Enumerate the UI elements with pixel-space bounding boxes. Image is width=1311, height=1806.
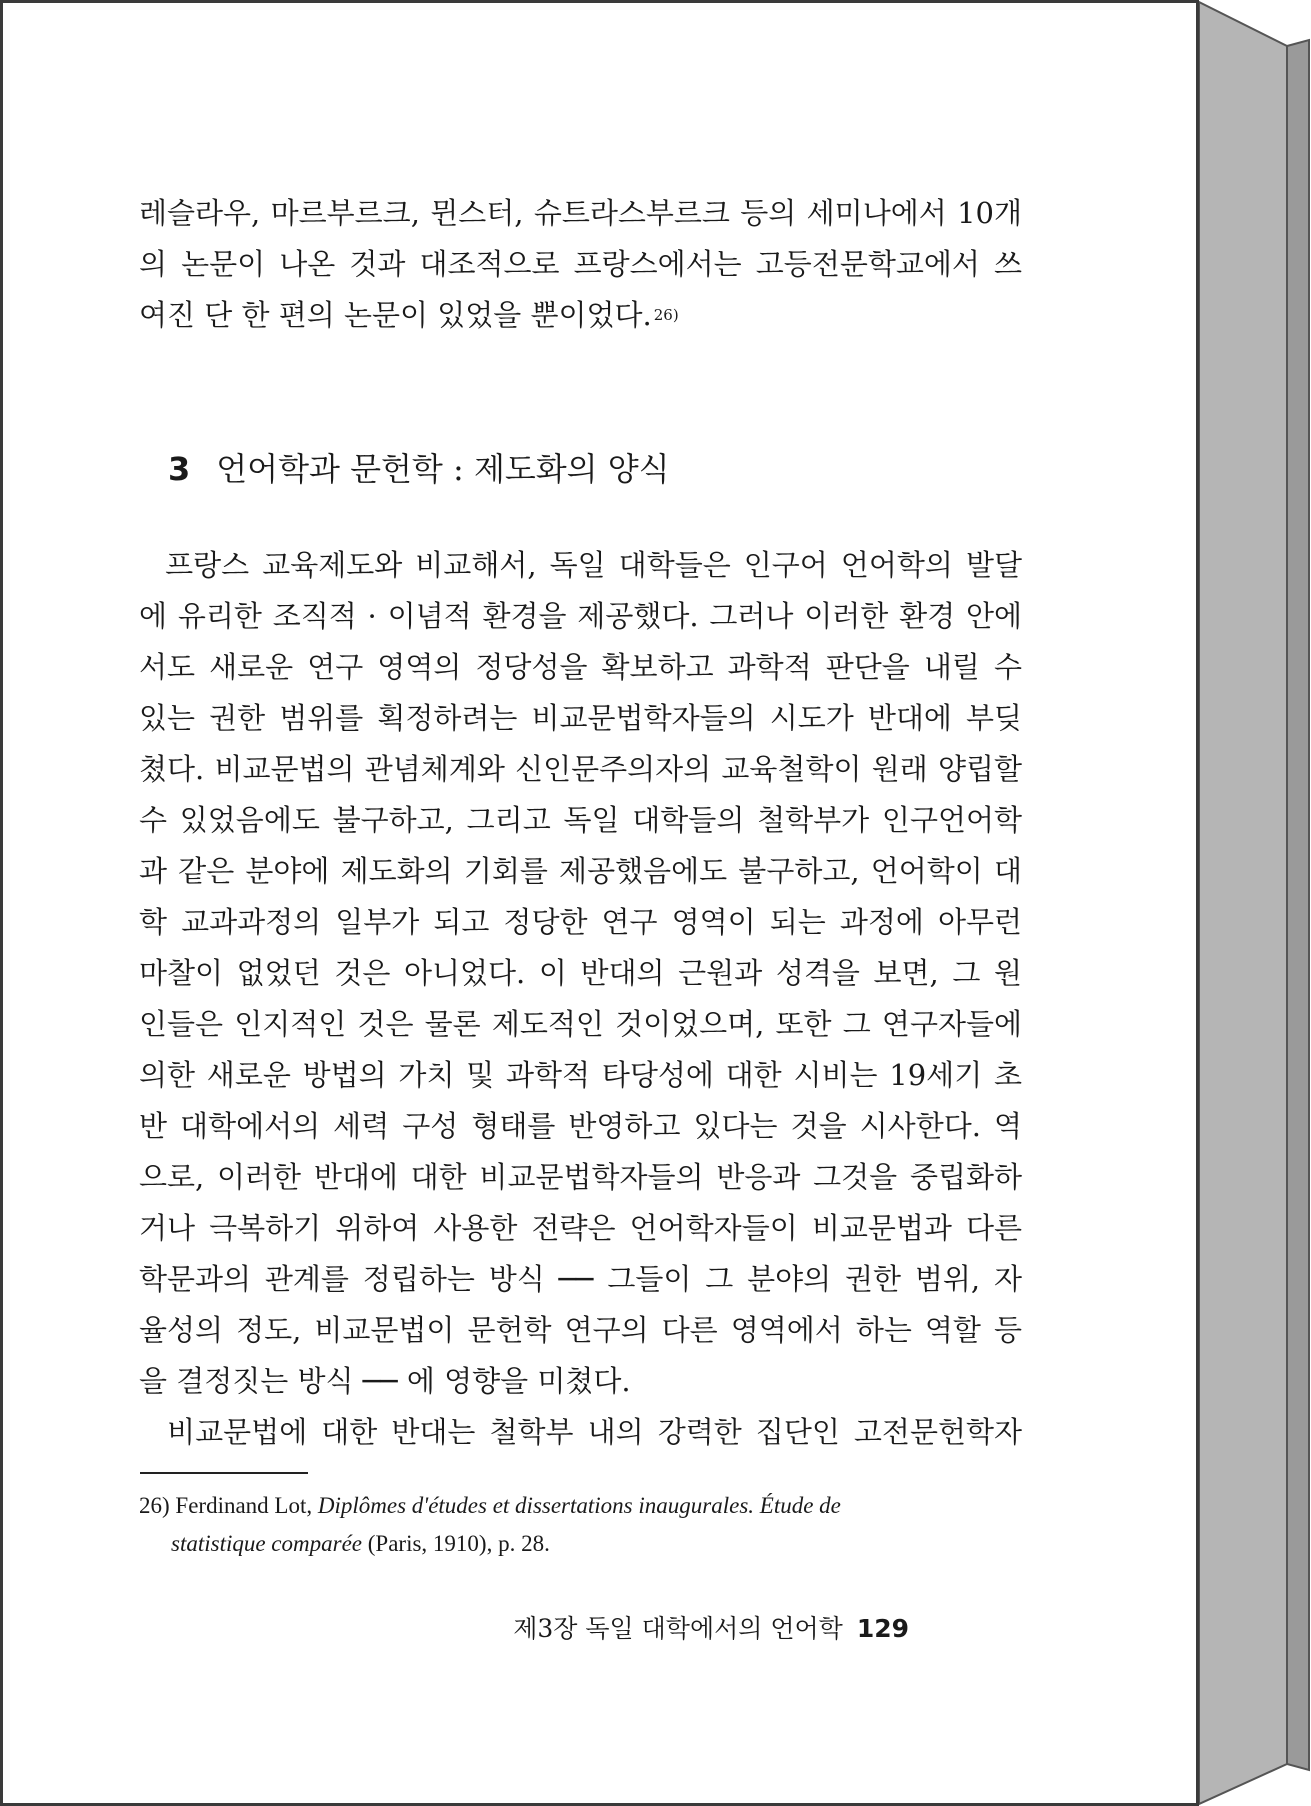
body-line-text: 과 같은 분야에 제도화의 기회를 제공했음에도 불구하고, 언어학이 대 (139, 854, 1022, 888)
intro-line (139, 290, 1022, 341)
section-title: 언어학과 문헌학 : 제도화의 양식 (216, 450, 670, 488)
body-line-text: 인들은 인지적인 것은 물론 제도적인 것이었으며, 또한 그 연구자들에 (139, 1007, 1022, 1041)
footnote-line-1 (139, 1487, 1022, 1525)
body-line-text: 을 결정짓는 방식 ── 에 영향을 미쳤다. (139, 1364, 631, 1398)
body-line (139, 642, 1022, 693)
body-line-text: 거나 극복하기 위하여 사용한 전략은 언어학자들이 비교문법과 다른 (139, 1211, 1022, 1245)
section-number: 3 (168, 450, 191, 488)
body-line (139, 693, 1022, 744)
body-line (139, 540, 1022, 591)
footnote-publication: (Paris, 1910), p. 28. (367, 1531, 550, 1556)
body-line (139, 948, 1022, 999)
body-line-text: 있는 권한 범위를 획정하려는 비교문법학자들의 시도가 반대에 부딪 (139, 701, 1022, 735)
book-edge (1199, 0, 1311, 1806)
body-line (139, 1407, 1022, 1458)
body-line (139, 591, 1022, 642)
footnote-title: Diplômes d'études et dissertations inaugurales. Étude de (317, 1493, 841, 1518)
body-line (139, 1050, 1022, 1101)
intro-line (139, 188, 1022, 239)
body-line (139, 1101, 1022, 1152)
body-line-text: 으로, 이러한 반대에 대한 비교문법학자들의 반응과 그것을 중립화하 (139, 1160, 1022, 1194)
body-line-text: 수 있었음에도 불구하고, 그리고 독일 대학들의 철학부가 인구언어학 (139, 803, 1022, 837)
body-line-text: 반 대학에서의 세력 구성 형태를 반영하고 있다는 것을 시사한다. 역 (139, 1109, 1022, 1143)
body-line (139, 846, 1022, 897)
footnote (139, 1487, 1022, 1563)
intro-line-text: 레슬라우, 마르부르크, 뮌스터, 슈트라스부르크 등의 세미나에서 10개 (139, 196, 1022, 230)
body-line (139, 1356, 1022, 1407)
chapter-title: 제3장 독일 대학에서의 언어학 (513, 1614, 843, 1643)
body-line (139, 1254, 1022, 1305)
intro-line (139, 239, 1022, 290)
body-line (139, 795, 1022, 846)
body-paragraphs (139, 540, 1022, 1458)
body-line (139, 1203, 1022, 1254)
body-line-text: 의한 새로운 방법의 가치 및 과학적 타당성에 대한 시비는 19세기 초 (139, 1058, 1022, 1092)
footnote-reference: 26) (653, 306, 679, 324)
body-line-text: 서도 새로운 연구 영역의 정당성을 확보하고 과학적 판단을 내릴 수 (139, 650, 1022, 684)
footnote-rule (140, 1472, 308, 1474)
footnote-author: Ferdinand Lot, (175, 1493, 313, 1518)
footnote-line-2 (139, 1525, 1022, 1563)
body-line-text: 쳤다. 비교문법의 관념체계와 신인문주의자의 교육철학이 원래 양립할 (139, 752, 1022, 786)
running-footer (513, 1609, 909, 1645)
intro-line-text: 여진 단 한 편의 논문이 있었을 뿐이었다. (139, 298, 652, 332)
body-line-text: 비교문법에 대한 반대는 철학부 내의 강력한 집단인 고전문헌학자 (139, 1415, 1022, 1449)
intro-paragraph (139, 188, 1022, 341)
body-line-text: 학문과의 관계를 정립하는 방식 ── 그들이 그 분야의 권한 범위, 자 (139, 1262, 1022, 1296)
intro-line-text: 의 논문이 나온 것과 대조적으로 프랑스에서는 고등전문학교에서 쓰 (139, 247, 1022, 281)
body-line-text: 학 교과과정의 일부가 되고 정당한 연구 영역이 되는 과정에 아무런 (139, 905, 1022, 939)
section-heading (168, 444, 670, 490)
footnote-marker: 26) (139, 1493, 170, 1518)
body-line (139, 1305, 1022, 1356)
body-line (139, 897, 1022, 948)
body-line-text: 에 유리한 조직적 · 이념적 환경을 제공했다. 그러나 이러한 환경 안에 (139, 599, 1022, 633)
body-line-text: 마찰이 없었던 것은 아니었다. 이 반대의 근원과 성격을 보면, 그 원 (139, 956, 1022, 990)
body-line (139, 1152, 1022, 1203)
body-line (139, 999, 1022, 1050)
body-line-text: 율성의 정도, 비교문법이 문헌학 연구의 다른 영역에서 하는 역할 등 (139, 1313, 1022, 1347)
body-line-text: 프랑스 교육제도와 비교해서, 독일 대학들은 인구어 언어학의 발달 (139, 548, 1022, 582)
body-line (139, 744, 1022, 795)
footnote-title-cont: statistique comparée (171, 1531, 362, 1556)
page-number: 129 (856, 1614, 909, 1643)
